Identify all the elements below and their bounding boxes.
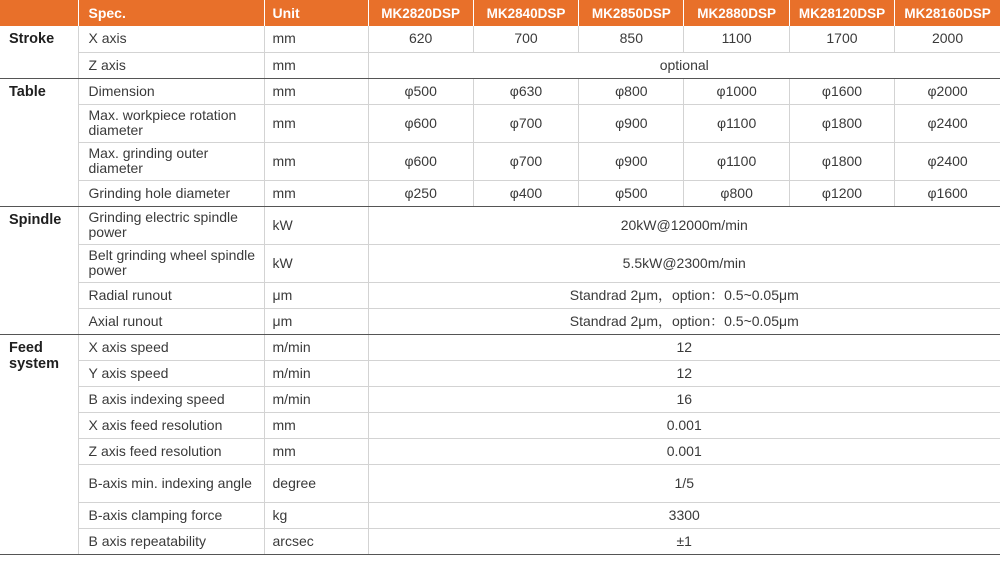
value-cell: φ1600 [789,78,894,104]
group-label-stroke: Stroke [0,26,78,78]
spec-label: B-axis clamping force [78,502,264,528]
table-row [0,206,1000,244]
header-model: MK28120DSP [789,0,894,26]
spec-label: Belt grinding wheel spindle power [78,244,264,282]
unit-label: mm [264,412,368,438]
table-header [0,0,1000,26]
table-row [0,26,1000,52]
header-model: MK2880DSP [684,0,789,26]
spec-label: Dimension [78,78,264,104]
spec-label: X axis feed resolution [78,412,264,438]
spec-label: Max. grinding outer diameter [78,142,264,180]
value-cell: φ700 [473,104,578,142]
group-label-spindle: Spindle [0,206,78,334]
value-cell: φ800 [579,78,684,104]
value-cell: φ1800 [789,142,894,180]
value-cell: φ600 [368,104,473,142]
table-row [0,502,1000,528]
spec-label: Y axis speed [78,360,264,386]
value-cell: 700 [473,26,578,52]
table-row [0,180,1000,206]
value-cell: φ1800 [789,104,894,142]
value-cell-merged: 1/5 [368,464,1000,502]
value-cell: 620 [368,26,473,52]
spec-label: Radial runout [78,282,264,308]
table-row [0,52,1000,78]
unit-label: mm [264,438,368,464]
unit-label: m/min [264,334,368,360]
value-cell-merged: ±1 [368,528,1000,554]
table-row [0,104,1000,142]
table-row [0,308,1000,334]
spec-label: Axial runout [78,308,264,334]
table-row [0,78,1000,104]
value-cell-merged: 3300 [368,502,1000,528]
value-cell: φ2000 [895,78,1000,104]
value-cell-merged: optional [368,52,1000,78]
table-row [0,360,1000,386]
value-cell: φ400 [473,180,578,206]
value-cell: φ250 [368,180,473,206]
value-cell: φ1100 [684,142,789,180]
value-cell: φ1200 [789,180,894,206]
unit-label: arcsec [264,528,368,554]
spec-label: Max. workpiece rotation diameter [78,104,264,142]
spec-label: Grinding hole diameter [78,180,264,206]
unit-label: mm [264,78,368,104]
spec-label: B axis indexing speed [78,386,264,412]
table-row [0,244,1000,282]
value-cell-merged: 5.5kW@2300m/min [368,244,1000,282]
value-cell: φ2400 [895,142,1000,180]
value-cell: φ700 [473,142,578,180]
value-cell: φ600 [368,142,473,180]
header-model: MK2850DSP [579,0,684,26]
unit-label: m/min [264,360,368,386]
value-cell: φ1600 [895,180,1000,206]
value-cell-merged: 0.001 [368,412,1000,438]
value-cell: φ800 [684,180,789,206]
table-row [0,528,1000,554]
value-cell-merged: 20kW@12000m/min [368,206,1000,244]
header-spec: Spec. [78,0,264,26]
table-row [0,334,1000,360]
header-model: MK2820DSP [368,0,473,26]
unit-label: mm [264,26,368,52]
unit-label: μm [264,308,368,334]
unit-label: kW [264,206,368,244]
value-cell-merged: 12 [368,360,1000,386]
value-cell-merged: 12 [368,334,1000,360]
unit-label: mm [264,180,368,206]
value-cell: 2000 [895,26,1000,52]
value-cell-merged: Standrad 2μm，option：0.5~0.05μm [368,308,1000,334]
spec-label: Z axis feed resolution [78,438,264,464]
spec-label: X axis speed [78,334,264,360]
spec-label: Z axis [78,52,264,78]
group-label-table: Table [0,78,78,206]
value-cell: φ1000 [684,78,789,104]
unit-label: m/min [264,386,368,412]
table-row [0,438,1000,464]
value-cell: φ1100 [684,104,789,142]
value-cell-merged: 0.001 [368,438,1000,464]
value-cell: φ2400 [895,104,1000,142]
unit-label: mm [264,104,368,142]
value-cell: 850 [579,26,684,52]
header-model: MK28160DSP [895,0,1000,26]
table-row [0,386,1000,412]
value-cell-merged: Standrad 2μm，option：0.5~0.05μm [368,282,1000,308]
spec-label: B-axis min. indexing angle [78,464,264,502]
table-row [0,412,1000,438]
spec-label: Grinding electric spindle power [78,206,264,244]
unit-label: mm [264,52,368,78]
header-model: MK2840DSP [473,0,578,26]
value-cell: φ900 [579,142,684,180]
unit-label: degree [264,464,368,502]
value-cell-merged: 16 [368,386,1000,412]
spec-label: B axis repeatability [78,528,264,554]
spec-label: X axis [78,26,264,52]
unit-label: kg [264,502,368,528]
value-cell: φ500 [579,180,684,206]
table-row [0,282,1000,308]
value-cell: φ630 [473,78,578,104]
unit-label: kW [264,244,368,282]
value-cell: 1100 [684,26,789,52]
value-cell: 1700 [789,26,894,52]
header-blank [0,0,78,26]
unit-label: μm [264,282,368,308]
header-unit: Unit [264,0,368,26]
group-label-feed-system: Feed system [0,334,78,554]
table-row [0,142,1000,180]
value-cell: φ500 [368,78,473,104]
table-row [0,464,1000,502]
unit-label: mm [264,142,368,180]
value-cell: φ900 [579,104,684,142]
